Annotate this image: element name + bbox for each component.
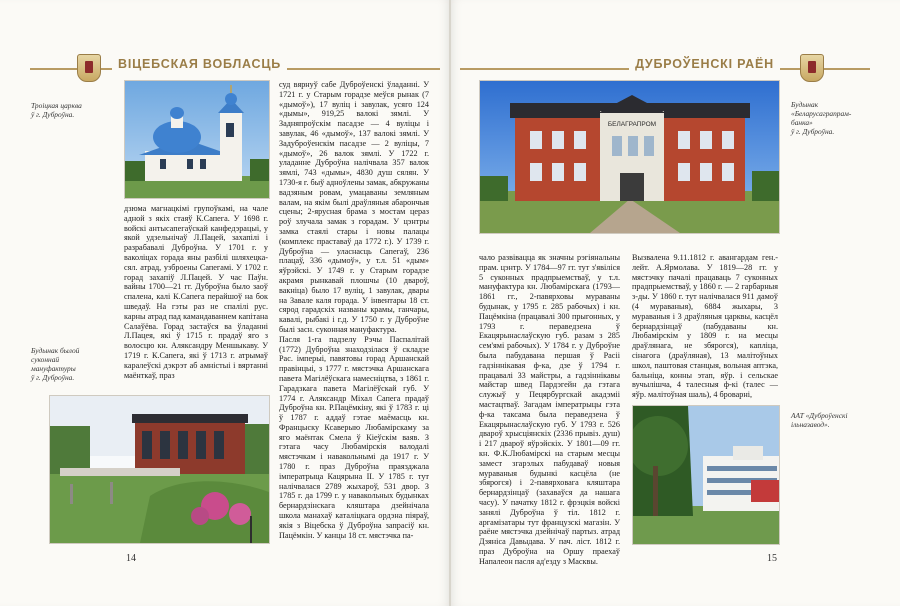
page-number-right: 15 [767, 553, 777, 564]
article-column-3: чало развівацца як значны рэгіянальны прам. цэнтр. У 1784—97 гг. тут з'явіліся 5 суконных прадпрыемстваў, у т.л. мануфактура кн. Любамірскага (1793—1861 гг., 2-павярховы мураваны будынак, у 1795 г. 285 рабочых) і кн. Пацёмкіна (працавалі 300 прыгонных, у 1793 г. пераведзена ў Екацярынаслаўскую губ. разам з 285 сем'ямі рабочых). У 1784 г. у Дуброўне была пабудавана першая ў Расіі гадзіннікавая ф-ка, дзе ў 1794 г. працавалі 33 майстры, а гадзіннікавы майстар швед Пардэгейн да гэтага служыў у Пецярбургскай акадэміі мастацтваў. Загадам імператрыцы гэта ф-ка таксама была пераведзена ў Екацярынаслаўскую губ. У 1793 г. 526 двароў хрысціянскіх (2336 прывіз. душ) і 217 двароў яўрэйскіх. У 1801—09 гг. кн. Ф.К.Любамірскі на старым месцы замест згарэлых пабудаваў новыя мураваныя будынкі касцёла (не збярогся) і 2-павярховага кляштара бернардзінцаў (захаваўся да нашага часу). У пачатку 1812 г. фрэцкія войскі занялі Дуброўна ў тіл. 1812 г. аргамізатары тут французскі магазін. У раёне мястэчка дзейнічаў партыз. атрад Дзяніса Давыдава. У пач. ліст. 1812 г. праз Дуброўна на Оршу праехаў Напалеон пасля ад'езду з Масквы. [479, 253, 620, 566]
article-column-2: суд вярнуў сабе Дуброўенскі ўладанні. У 1721 г. у Старым горадзе меўся рынак (7 «дымоў»), 17 вуліц і завулак, усяго 124 «дымы», 919,25 валокі зямлі. У Задняпроўскім пасадзе — 4 вуліцы і завулак, 46 «дымоў», 137 валокі зямлі. У Задуброўенскім пасадзе — 2 вуліцы, 7 «дымоў», 26 валок зямлі. У 1722 г. уладанне Дуброўна налічвала 357 валок зямлі, 743 «дымы», 4830 душ сялян. У 1730-я г. быў адноўлены замак, абкружаны вадзяным ровам, умацаваны земляным валам, на якім былі драўляныя абарончыя сцены; 2-ярусная брама з мостам цераз роў злучала замак з горадам. У цэнтры замка стаялі стары і новы палацы (комплекс праставаў да 1772 г.). У 1739 г. Дуброўна — уласнасць Сапегаў, 236 плацаў, 336 «дымоў», у т.л. 51 «дым» яўрэйскі. У 1749 г. у Старым горадзе акрамя рынкавай плошчы (10 двароў, вакніца) было 17 вуліц, 1 завулак, двары на Завале каля горада. У інвентары 18 ст. сярод гарадскіх названы крамы, ганчары, кавалі, рыбакі і г.д. У 1750 г. у Дуброўне былі засн. суконная мануфактура. Пасля 1-га падзелу Рэчы Паспалітай (1772) Дуброўна знаходзілася ў складзе Рас. імперыі, павятовы горад Аршанскай правінцыі, з 1777 г. мястэчка Аршанскага павета Магілёўскага намесніцтва, з 1861 г. Гарадзкага павета Магілёўскай губ. У 1774 г. Аляксандр Міхал Сапега прадаў Дуброўна кн. Р.Пацёмкіну, які ў 1783 г. ці ў 1787 г. аддаў гэтае маёмасць кн. Францыску Ксаверыю Любамірскаму за яго маёнтак Смела ў Кіеўскім ваяв. З гэтага часу Любамірскія валодалі мястэчкам і навакольнымі да 1917 г. У 1780 г. праз Дуброўна праязджала імператрыца Кацярына II. У 1785 г. тут налічвалася 2789 жыхароў, 531 двор. З 1785 г. да 1799 г. у навакольных будынках бернардзінскага кляштара дзейнічала школа манахаў каталіцкага ордэна піяраў, якія з Віцебска ў Дуброўна запрасіў кн. Пацёмкін. У канцы 18 ст. мястэчка па- [279, 80, 429, 540]
district-title: ДУБРОЎЕНСКІ РАЁН [629, 57, 780, 71]
church-caption: Троіцкая царква ў г. Дуброўна. [31, 101, 82, 119]
flax-factory-photo [632, 405, 780, 545]
article-column-1: дзюма магнацкімі групоўкамі, на чале адной з якіх стаяў К.Сапега. У 1698 г. войскі антысапегаўскай канфедэрацыі, у якой удзельнічаў Л.Пацей, захапілі і разрабавалі Дуброўна. У 1701 г. у ваколіцах горада яны разбілі шляхецка-сял. атрад, узброены Сапегамі. У 1702 г. горад захапіў Л.Пацей. У час Паўн. вайны 1700—21 гг. Дуброўна было заоў спалена, калі К.Сапега перайшоў на бок шведаў. На гэты раз не спалілі рус. карны атрад пад камандаваннем капітана Салаўёва. Горад застаўся ва ўладанні Л.Пацея, які ў 1715 г. прадаў яго з волосцю кн. Аляксандру Меншыкаву. У 1719 г. К.Сапега, які ў 1713 г. атрымаў каралеўскі дэкрэт аб амністыі і вяртанні маёнткаў, праз [124, 204, 268, 380]
coat-of-arms-icon [800, 54, 824, 82]
factory-caption: Будынак былой суконнай мануфактуры ў г. Дуброўна. [31, 346, 80, 382]
page-number-left: 14 [126, 553, 136, 564]
flax-factory-caption: ААТ «Дуброўенскі ільназавод». [791, 411, 848, 429]
bank-building-photo [479, 80, 780, 234]
article-column-4: Вызвалена 9.11.1812 г. авангардам ген.-лейт. А.Ярмолава. У 1819—28 гг. у мястэчку пачалі працаваць 7 суконных прадпрыемстваў, у 1860 г. — 2 гарбарныя з-ды. У 1860 г. тут налічвалася 911 дамоў (4 мураваныя), 6884 жыхары, 3 мураваныя і 3 драўляныя царквы, касцёл бернардзінцаў (пабудаваны кн. Любамірскім у 1809 г. на месцы драўлянага, не збярогся), капліца, сінагога (драўляная), 13 малітоўных школ, паштовая станцыя, вольная аптэка, бальніца, конны этап, яўр. і сельскае вучылішча, 4 талесныя ф-кі (талес — яўр. малітоўная шаль), 4 броварні, [632, 253, 778, 400]
coat-of-arms-icon [77, 54, 101, 82]
region-title: ВІЦЕБСКАЯ ВОБЛАСЦЬ [112, 57, 287, 71]
bank-caption: Будынак «Беларусаграпрам- банка» ў г. Дуброўна. [791, 100, 852, 136]
bank-sign: БЕЛАГРАПРОМ [607, 121, 657, 128]
book-gutter [449, 0, 451, 606]
church-photo [124, 80, 270, 199]
factory-photo [49, 395, 270, 544]
